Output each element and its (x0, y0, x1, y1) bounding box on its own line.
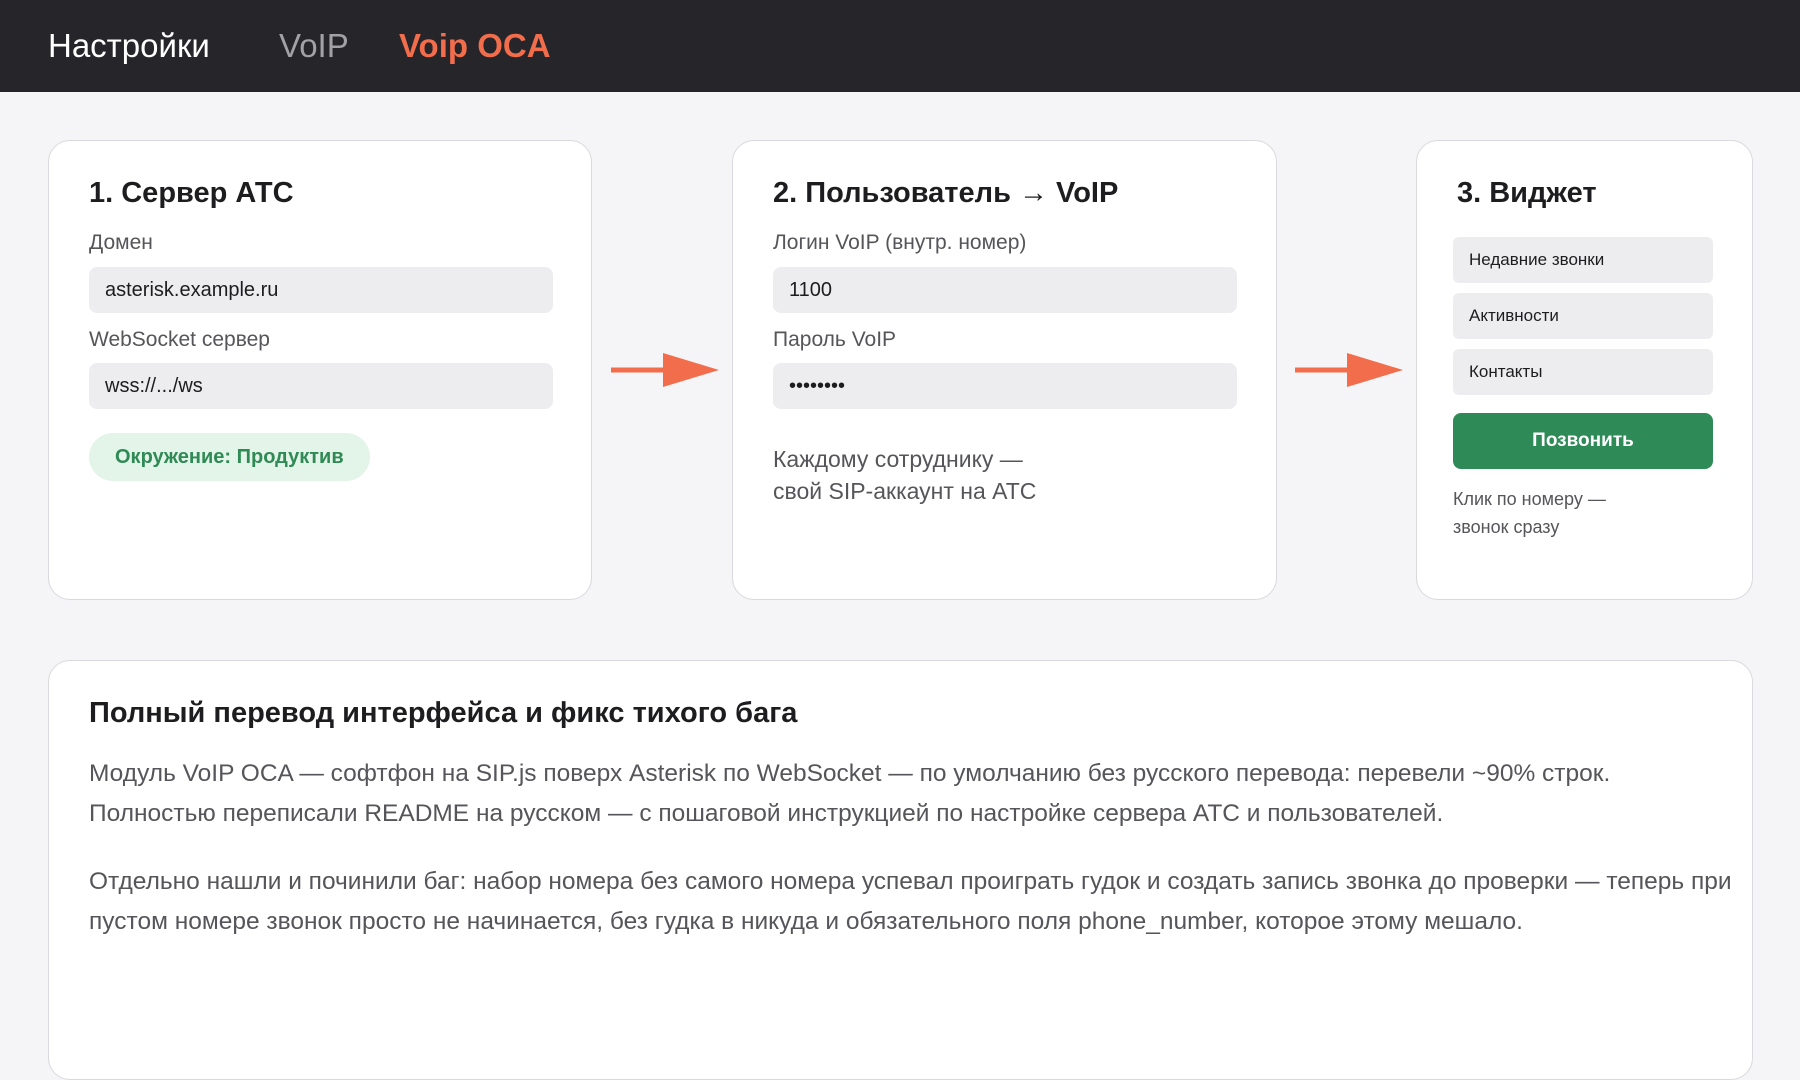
step-pbx-server-card (48, 140, 592, 600)
environment-badge: Окружение: Продуктив (89, 433, 370, 481)
sip-account-note: Каждому сотруднику — свой SIP-аккаунт на АТС (773, 446, 1037, 504)
arrow-right-icon (1295, 350, 1405, 390)
article-card (48, 660, 1753, 1080)
websocket-server-label: WebSocket сервер (89, 328, 270, 351)
nav-voip[interactable]: VoIP (279, 27, 349, 64)
step-user-voip-card (732, 140, 1277, 600)
top-navigation-bar (0, 0, 1800, 92)
step-3-title: 3. Виджет (1457, 177, 1597, 209)
step-2-title: 2. Пользователь → VoIP (773, 177, 1119, 209)
domain-label: Домен (89, 231, 153, 254)
voip-login-field[interactable]: 1100 (773, 267, 1237, 313)
widget-contacts[interactable]: Контакты (1453, 349, 1713, 395)
click-to-call-note: Клик по номеру — звонок сразу (1453, 489, 1606, 537)
widget-recent-calls[interactable]: Недавние звонки (1453, 237, 1713, 283)
voip-password-label: Пароль VoIP (773, 328, 897, 351)
websocket-server-field[interactable]: wss://.../ws (89, 363, 553, 409)
domain-field[interactable]: asterisk.example.ru (89, 267, 553, 313)
arrow-right-icon (611, 350, 721, 390)
article-title: Полный перевод интерфейса и фикс тихого бага (89, 697, 798, 729)
voip-password-field[interactable]: •••••••• (773, 363, 1237, 409)
nav-settings[interactable]: Настройки (48, 27, 210, 64)
article-paragraph: Отдельно нашли и починили баг: набор номера без самого номера успевал проиграть гудок и создать запись звонка до проверки — теперь при пустом номере звонок просто не начинается, без гудка в никуда и обязательного поля phone_number, которое этому мешало. (89, 868, 1732, 935)
widget-activities[interactable]: Активности (1453, 293, 1713, 339)
article-paragraph: Модуль VoIP OCA — софтфон на SIP.js поверх Asterisk по WebSocket — по умолчанию без русского перевода: перевели ~90% строк. Полностью переписали README на русском — с пошаговой инструкцией по настройке сервера АТС и пользователей. (89, 760, 1611, 827)
step-widget-card (1416, 140, 1753, 600)
nav-voip-oca-active[interactable]: Voip OCA (399, 27, 551, 64)
call-button[interactable]: Позвонить (1453, 413, 1713, 469)
step-1-title: 1. Сервер АТС (89, 177, 294, 209)
voip-login-label: Логин VoIP (внутр. номер) (773, 231, 1027, 254)
